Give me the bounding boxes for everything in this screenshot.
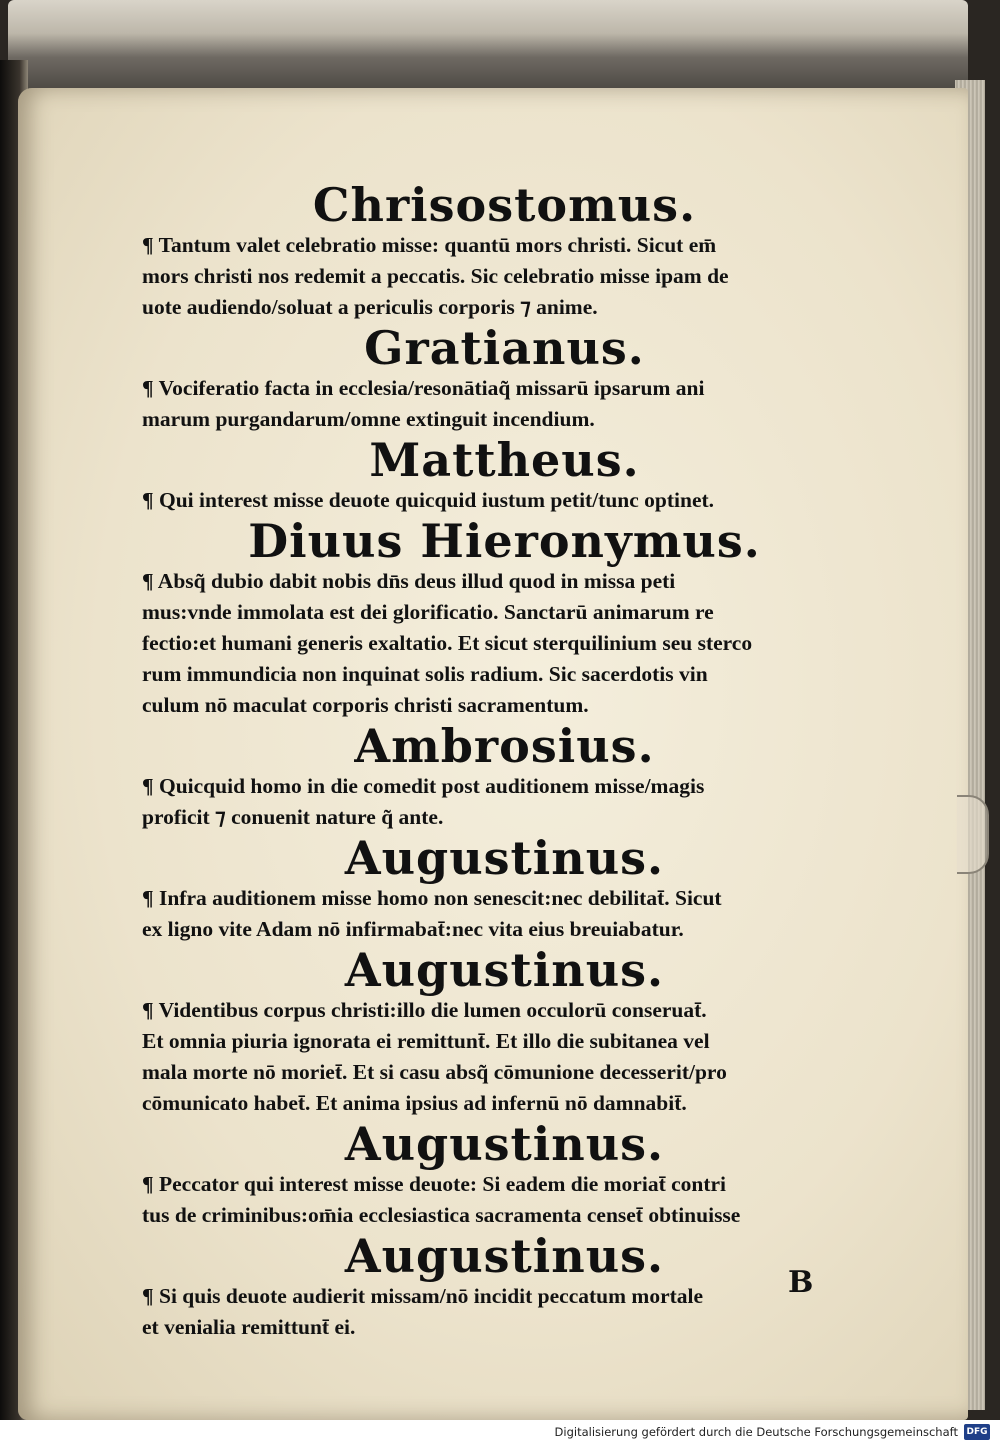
dfg-logo[interactable]: DFG (964, 1424, 990, 1440)
section-text: ¶ Si quis deuote audierit missam/nō incidit peccatum mortale et venialia remittunt̄ ei. (142, 1284, 704, 1339)
funding-credit: Digitalisierung gefördert durch die Deutsche Forschungsgemeinschaft (554, 1425, 958, 1439)
section-text: ¶ Vociferatio facta in ecclesia/resonātiaq̃ missarū ipsarum ani marum purgandarum/omne extinguit incendium. (142, 376, 705, 431)
section-text: ¶ Tantum valet celebratio misse: quantū mors christi. Sicut em̄ mors christi nos redemit a peccatis. Sic celebratio misse ipam de uote audiendo/soluat a periculis corporis ⁊ anime. (142, 233, 729, 319)
section-heading: Augustinus. (344, 831, 665, 885)
section-text: ¶ Peccator qui interest misse deuote: Si eadem die moriat̄ contri tus de criminibus:om̄ia ecclesiastica sacramenta censet̄ obtinuisse (142, 1172, 741, 1227)
section-text: ¶ Infra auditionem misse homo non senescit:nec debilitat̄. Sicut ex ligno vite Adam nō infirmabat̄:nec vita eius breuiabatur. (142, 886, 722, 941)
signature-mark: B (788, 1265, 814, 1300)
section-text: ¶ Absq̃ dubio dabit nobis dn̄s deus illud quod in missa peti mus:vnde immolata est dei glorificatio. Sanctarū animarum re fectio:et humani generis exaltatio. Et sicut sterquilinium seu sterco rum immundicia non inquinat solis radium. Sic sacerdotis vin culum nō maculat corporis christi sacramentum. (142, 569, 753, 717)
page-tab (957, 795, 989, 874)
section-heading: Augustinus. (344, 943, 665, 997)
section-text: ¶ Videntibus corpus christi:illo die lumen occulorū conseruat̄. Et omnia piuria ignorata ei remittunt̄. Et illo die subitanea vel mala morte nō moriet̄. Et si casu absq̃ cōmunione decesserit/pro cōmunicato habet̄. Et anima ipsius ad infernū nō damnabit̄. (142, 998, 727, 1115)
section-heading: Mattheus. (369, 433, 640, 487)
section-heading: Ambrosius. (354, 719, 655, 773)
section-heading: Chrisostomus. (312, 178, 697, 232)
section-text: ¶ Qui interest misse deuote quicquid iustum petit/tunc optinet. (142, 488, 715, 512)
book-top-edge (8, 0, 968, 95)
section-heading: Augustinus. (344, 1117, 665, 1171)
footer-bar (0, 1420, 1000, 1446)
section-heading: Diuus Hieronymus. (248, 514, 761, 568)
page-text (142, 180, 867, 1343)
section-heading: Gratianus. (364, 321, 645, 375)
section-text: ¶ Quicquid homo in die comedit post auditionem misse/magis proficit ⁊ conuenit nature q̃ ante. (142, 774, 705, 829)
section-heading: Augustinus. (344, 1229, 665, 1283)
